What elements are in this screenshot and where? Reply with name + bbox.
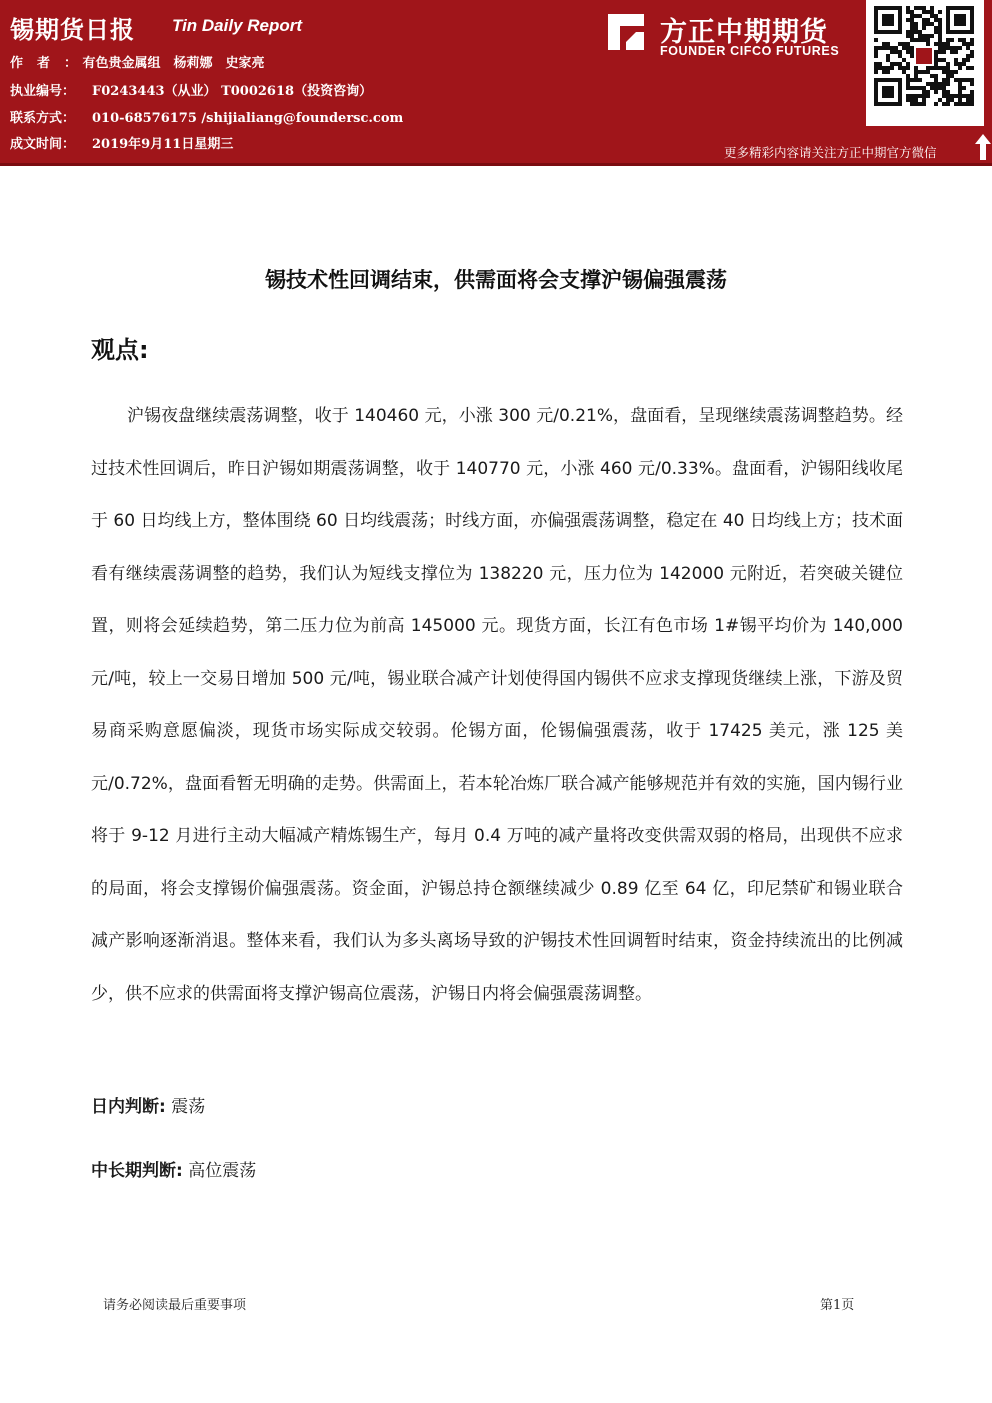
- page-number: 第1页: [820, 1298, 855, 1313]
- report-title-en: Tin Daily Report: [172, 16, 303, 35]
- qr-code-icon: [874, 6, 978, 118]
- longterm-value: 高位震荡: [188, 1161, 257, 1181]
- intraday-value: 震荡: [171, 1097, 206, 1117]
- date-value: 2019年9月11日星期三: [92, 137, 234, 152]
- header-divider: [0, 163, 992, 166]
- contact-value: 010-68576175 /shijialiang@foundersc.com: [92, 111, 404, 126]
- section-heading: 观点:: [91, 336, 149, 364]
- wechat-qr-code: [866, 0, 984, 126]
- company-name-cn: 方正中期期货: [660, 17, 828, 48]
- license-label: 执业编号：: [10, 84, 76, 99]
- longterm-judgement: [91, 1156, 256, 1181]
- report-title-cn: 锡期货日报: [10, 16, 135, 44]
- arrow-up-icon: [975, 134, 991, 160]
- intraday-judgement: [91, 1092, 205, 1117]
- contact-line: [10, 107, 403, 126]
- body-paragraph: 沪锡夜盘继续震荡调整，收于 140460 元，小涨 300 元/0.21%，盘面看，呈现继续震荡调整趋势。经过技术性回调后，昨日沪锡如期震荡调整，收于 140770 元，小涨 460 元/0.33%。盘面看，沪锡阳线收尾于 60 日均线上方，整体围绕 60 日均线震荡；时线方面，亦偏强震荡调整，稳定在 40 日均线上方；技术面看有继续震荡调整的趋势，我们认为短线支撑位为 138220 元，压力位为 142000 元附近，若突破关键位置，则将会延续趋势，第二压力位为前高 145000 元。现货方面，长江有色市场 1#锡平均价为 140,000 元/吨，较上一交易日增加 500 元/吨，锡业联合减产计划使得国内锡供不应求支撑现货继续上涨，下游及贸易商采购意愿偏淡，现货市场实际成交较弱。伦锡方面，伦锡偏强震荡，收于 17425 美元，涨 125 美元/0.72%，盘面看暂无明确的走势。供需面上，若本轮冶炼厂联合减产能够规范并有效的实施，国内锡行业将于 9-12 月进行主动大幅减产精炼锡生产，每月 0.4 万吨的减产量将改变供需双弱的格局，出现供不应求的局面，将会支撑锡价偏强震荡。资金面，沪锡总持仓额继续减少 0.89 亿至 64 亿，印尼禁矿和锡业联合减产影响逐渐消退。整体来看，我们认为多头离场导致的沪锡技术性回调暂时结束，资金持续流出的比例减少，供不应求的供需面将支撑沪锡高位震荡，沪锡日内将会偏强震荡调整。: [91, 406, 903, 1004]
- footer-notice: 请务必阅读最后重要事项: [103, 1298, 247, 1313]
- contact-label: 联系方式：: [10, 111, 76, 126]
- author-value: 有色贵金属组 杨莉娜 史家亮: [82, 56, 265, 71]
- intraday-label: 日内判断:: [91, 1097, 166, 1117]
- document-title: 锡技术性回调结束，供需面将会支撑沪锡偏强震荡: [265, 268, 727, 292]
- company-logo-mark-icon: [604, 10, 648, 54]
- longterm-label: 中长期判断:: [91, 1161, 183, 1181]
- report-header: [0, 0, 992, 163]
- author-label: 作者：: [10, 56, 92, 71]
- date-label: 成文时间：: [10, 137, 76, 152]
- company-name-en: FOUNDER CIFCO FUTURES: [660, 44, 840, 58]
- follow-wechat-note: 更多精彩内容请关注方正中期官方微信: [724, 145, 937, 160]
- author-line: [10, 52, 265, 71]
- date-line: [10, 133, 233, 152]
- license-value: F0243443（从业） T0002618（投资咨询）: [92, 84, 373, 99]
- company-logo: [604, 10, 859, 60]
- license-line: [10, 80, 372, 99]
